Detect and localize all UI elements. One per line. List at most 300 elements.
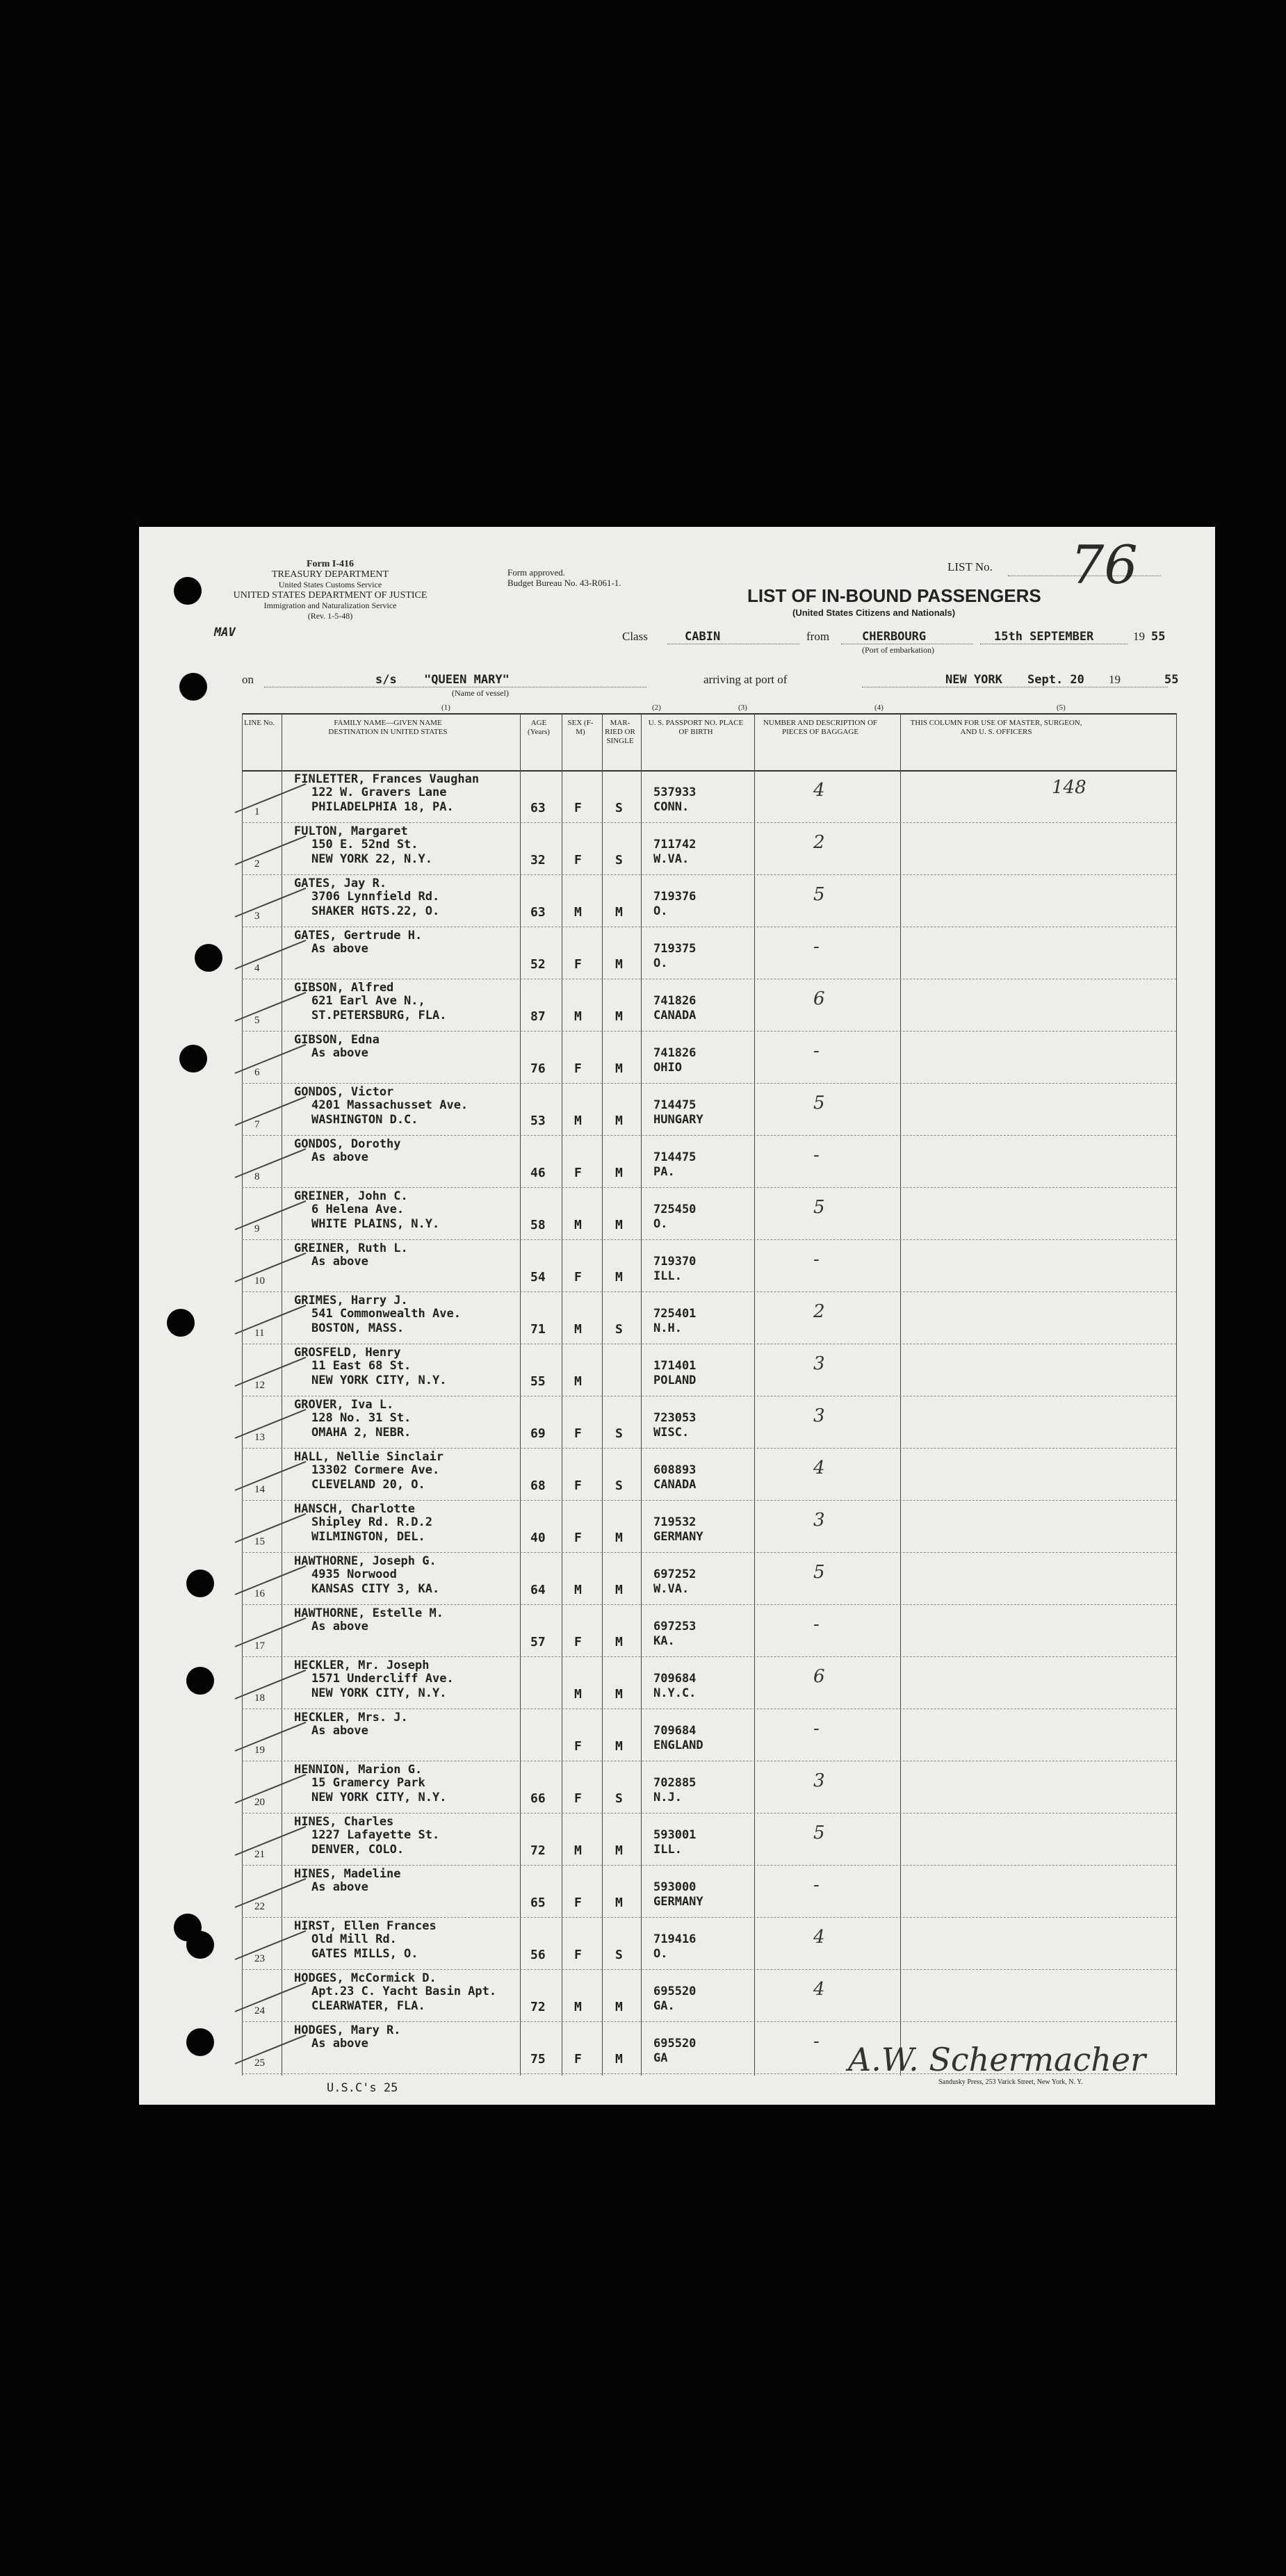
address-line-1: 122 W. Gravers Lane — [311, 785, 447, 799]
marital-status: M — [615, 2000, 623, 2014]
table-row — [242, 1865, 1176, 1918]
checkmark-stroke — [235, 1357, 307, 1387]
passenger-name: HAWTHORNE, Estelle M. — [294, 1606, 443, 1620]
sex-value: M — [574, 1114, 582, 1128]
table-row — [242, 1031, 1176, 1084]
list-number: 76 — [1071, 534, 1138, 596]
table-row — [242, 1604, 1176, 1657]
passport-number: 537933 — [653, 785, 697, 799]
passport-number: 171401 — [653, 1359, 697, 1373]
department: TREASURY DEPARTMENT — [271, 569, 389, 580]
passenger-name: HODGES, McCormick D. — [294, 1971, 437, 1985]
baggage-count: 6 — [813, 988, 825, 1009]
passport-number: 725450 — [653, 1203, 697, 1216]
passport-number: 711742 — [653, 838, 697, 851]
line-number: 4 — [254, 963, 260, 974]
class-label: Class — [622, 630, 648, 643]
place-of-birth: ENGLAND — [653, 1738, 703, 1752]
place-of-birth: GA. — [653, 1999, 675, 2013]
age-value: 32 — [530, 853, 546, 867]
sex-value: M — [574, 1374, 582, 1389]
line-number: 17 — [254, 1640, 265, 1652]
marital-status: M — [615, 1843, 623, 1858]
age-value: 68 — [530, 1478, 546, 1493]
sex-value: F — [574, 1166, 582, 1180]
place-of-birth: PA. — [653, 1165, 675, 1179]
table-header — [242, 713, 1176, 772]
age-value: 63 — [530, 905, 546, 920]
sex-value: F — [574, 2052, 582, 2066]
address-line-1: As above — [311, 1046, 368, 1060]
age-value: 40 — [530, 1531, 546, 1545]
col-officers: THIS COLUMN FOR USE OF MASTER, SURGEON, AND U. S. OFFICERS — [910, 719, 1082, 736]
line-number: 18 — [254, 1693, 265, 1704]
place-of-birth: CONN. — [653, 800, 690, 814]
place-of-birth: CANADA — [653, 1478, 697, 1492]
checkmark-stroke — [235, 1982, 307, 2012]
marital-status: M — [615, 1009, 623, 1024]
checkmark-stroke — [235, 1826, 307, 1856]
col-number-3: (3) — [738, 703, 747, 712]
passenger-name: HINES, Charles — [294, 1815, 394, 1829]
passport-number: 714475 — [653, 1150, 697, 1164]
marital-status: M — [615, 2052, 623, 2066]
from-value: CHERBOURG — [862, 630, 927, 644]
line-number: 13 — [254, 1432, 265, 1443]
place-of-birth: ILL. — [653, 1843, 682, 1857]
checkmark-stroke — [235, 1513, 307, 1543]
passenger-name: GIBSON, Edna — [294, 1033, 380, 1047]
justice-department: UNITED STATES DEPARTMENT OF JUSTICE — [233, 590, 428, 601]
printer-credit: Sandusky Press, 253 Varick Street, New York, N. Y. — [938, 2078, 1083, 2086]
checkmark-stroke — [235, 783, 307, 813]
place-of-birth: O. — [653, 904, 668, 918]
marital-status: M — [615, 1218, 623, 1232]
line-number: 10 — [254, 1275, 265, 1287]
line-number: 20 — [254, 1797, 265, 1808]
place-of-birth: O. — [653, 956, 668, 970]
passenger-name: GATES, Gertrude H. — [294, 929, 423, 943]
place-of-birth: WISC. — [653, 1426, 690, 1440]
sex-value: M — [574, 1322, 582, 1337]
line-number: 2 — [254, 858, 260, 870]
table-row — [242, 822, 1176, 875]
punch-hole — [174, 577, 202, 605]
address-line-1: As above — [311, 942, 368, 956]
baggage-count: - — [813, 1614, 820, 1635]
vessel-note: (Name of vessel) — [452, 688, 509, 698]
baggage-count: 5 — [813, 1823, 825, 1843]
age-value: 53 — [530, 1114, 546, 1128]
baggage-count: 3 — [813, 1510, 825, 1531]
marital-status: M — [615, 1270, 623, 1285]
punch-hole — [186, 2028, 214, 2056]
baggage-count: 4 — [813, 780, 825, 801]
address-line-2: NEW YORK 22, N.Y. — [311, 852, 432, 866]
passport-number: 725401 — [653, 1307, 697, 1321]
address-line-1: As above — [311, 1724, 368, 1738]
marital-status: S — [615, 1478, 623, 1493]
class-value: CABIN — [685, 630, 721, 644]
place-of-birth: W.VA. — [653, 1582, 690, 1596]
passport-number: 709684 — [653, 1724, 697, 1738]
address-line-2: WILMINGTON, DEL. — [311, 1530, 425, 1544]
address-line-1: Shipley Rd. R.D.2 — [311, 1515, 432, 1529]
address-line-1: 128 No. 31 St. — [311, 1411, 412, 1425]
sex-value: M — [574, 1218, 582, 1232]
checkmark-stroke — [235, 1409, 307, 1439]
address-line-1: As above — [311, 1255, 368, 1269]
place-of-birth: GA — [653, 2051, 668, 2065]
checkmark-stroke — [235, 1722, 307, 1752]
line-number: 24 — [254, 2005, 265, 2016]
sex-value: F — [574, 1739, 582, 1754]
sex-value: F — [574, 957, 582, 972]
ship-prefix: s/s — [375, 673, 397, 687]
table-row — [242, 874, 1176, 927]
age-value: 54 — [530, 1270, 546, 1285]
sex-value: F — [574, 1061, 582, 1076]
col-number-5: (5) — [1057, 703, 1066, 712]
checkmark-stroke — [235, 1253, 307, 1282]
table-row — [242, 1813, 1176, 1866]
sex-value: F — [574, 1426, 582, 1441]
officer-note: 148 — [1052, 777, 1086, 798]
baggage-count: 3 — [813, 1353, 825, 1374]
address-line-2: NEW YORK CITY, N.Y. — [311, 1373, 447, 1387]
sex-value: M — [574, 1583, 582, 1597]
baggage-count: - — [813, 1718, 820, 1739]
address-line-1: As above — [311, 1880, 368, 1894]
address-line-2: KANSAS CITY 3, KA. — [311, 1582, 440, 1596]
sex-value: F — [574, 1478, 582, 1493]
line-number: 5 — [254, 1015, 260, 1026]
passenger-name: GREINER, John C. — [294, 1189, 408, 1203]
address-line-1: 150 E. 52nd St. — [311, 838, 418, 851]
checkmark-stroke — [235, 1044, 307, 1074]
checkmark-stroke — [235, 1878, 307, 1908]
punch-hole — [167, 1309, 195, 1337]
age-value: 56 — [530, 1948, 546, 1962]
address-line-1: 4935 Norwood — [311, 1567, 397, 1581]
checkmark-stroke — [235, 940, 307, 970]
col-name: FAMILY NAME—GIVEN NAME DESTINATION IN UNITED STATES — [328, 719, 448, 736]
table-row — [242, 1761, 1176, 1813]
passenger-name: HALL, Nellie Sinclair — [294, 1450, 443, 1464]
arrival-date: Sept. 20 — [1027, 673, 1084, 687]
marital-status: M — [615, 957, 623, 972]
place-of-birth: CANADA — [653, 1009, 697, 1022]
marital-status: S — [615, 853, 623, 867]
table-row — [242, 1709, 1176, 1761]
sex-value: M — [574, 905, 582, 920]
table-row — [242, 927, 1176, 979]
baggage-count: - — [813, 936, 820, 957]
age-value: 71 — [530, 1322, 546, 1337]
baggage-count: - — [813, 1145, 820, 1166]
col-passport: U. S. PASSPORT NO. PLACE OF BIRTH — [648, 719, 744, 736]
age-value: 76 — [530, 1061, 546, 1076]
place-of-birth: KA. — [653, 1634, 675, 1648]
address-line-2: WHITE PLAINS, N.Y. — [311, 1217, 440, 1231]
baggage-count: 3 — [813, 1770, 825, 1791]
sex-value: F — [574, 1635, 582, 1649]
marital-status: M — [615, 1531, 623, 1545]
passenger-name: FINLETTER, Frances Vaughan — [294, 772, 480, 786]
agency-block — [229, 559, 431, 621]
punch-hole — [195, 944, 222, 972]
manifest-sheet — [139, 527, 1215, 2105]
baggage-count: 4 — [813, 1927, 825, 1948]
table-row — [242, 1187, 1176, 1240]
marital-status: M — [615, 905, 623, 920]
address-line-1: 13302 Cormere Ave. — [311, 1463, 440, 1477]
baggage-count: - — [813, 1249, 820, 1270]
line-number: 15 — [254, 1536, 265, 1547]
line-number: 11 — [254, 1328, 265, 1339]
age-value: 72 — [530, 2000, 546, 2014]
passport-number: 608893 — [653, 1463, 697, 1477]
checkmark-stroke — [235, 1096, 307, 1126]
arrival-year: 55 — [1164, 673, 1179, 687]
marital-status: S — [615, 1322, 623, 1337]
sex-value: M — [574, 1687, 582, 1702]
line-number: 12 — [254, 1380, 265, 1391]
form-subtitle: (United States Citizens and Nationals) — [792, 608, 956, 618]
passport-number: 697252 — [653, 1567, 697, 1581]
baggage-count: 5 — [813, 1562, 825, 1583]
marital-status: M — [615, 1896, 623, 1910]
passport-number: 593001 — [653, 1828, 697, 1842]
passport-number: 741826 — [653, 1046, 697, 1060]
year-value: 55 — [1151, 630, 1166, 644]
line-number: 21 — [254, 1849, 265, 1860]
checkmark-stroke — [235, 835, 307, 865]
sex-value: F — [574, 1896, 582, 1910]
baggage-count: 5 — [813, 1093, 825, 1114]
address-line-2: NEW YORK CITY, N.Y. — [311, 1686, 447, 1700]
line-number: 23 — [254, 1953, 265, 1964]
baggage-count: - — [813, 2031, 820, 2052]
address-line-1: 541 Commonwealth Ave. — [311, 1307, 461, 1321]
form-approved: Form approved. — [507, 567, 566, 578]
checkmark-stroke — [235, 1461, 307, 1491]
table-row — [242, 1500, 1176, 1553]
age-value: 66 — [530, 1791, 546, 1806]
checkmark-stroke — [235, 1617, 307, 1647]
checkmark-stroke — [235, 1565, 307, 1595]
punch-hole — [186, 1931, 214, 1959]
sex-value: F — [574, 1948, 582, 1962]
address-line-1: Old Mill Rd. — [311, 1932, 397, 1946]
passport-number: 719416 — [653, 1932, 697, 1946]
year-prefix: 19 — [1133, 630, 1145, 643]
marital-status: M — [615, 1687, 623, 1702]
arriving-label: arriving at port of — [703, 673, 788, 686]
marital-status: M — [615, 1061, 623, 1076]
passenger-name: HECKLER, Mrs. J. — [294, 1711, 408, 1725]
passport-number: 741826 — [653, 994, 697, 1008]
age-value: 46 — [530, 1166, 546, 1180]
address-line-1: As above — [311, 1620, 368, 1633]
table-row — [242, 1291, 1176, 1344]
age-value: 87 — [530, 1009, 546, 1024]
ins-service: Immigration and Naturalization Service — [263, 601, 397, 610]
col-sex: SEX (F-M) — [567, 719, 594, 736]
table-row — [242, 1083, 1176, 1136]
passport-number: 723053 — [653, 1411, 697, 1425]
marital-status: S — [615, 1791, 623, 1806]
marital-status: M — [615, 1739, 623, 1754]
passport-number: 709684 — [653, 1672, 697, 1686]
col-baggage: NUMBER AND DESCRIPTION OF PIECES OF BAGGAGE — [763, 719, 878, 736]
usc-count: U.S.C's 25 — [327, 2081, 398, 2095]
address-line-1: 4201 Massachusset Ave. — [311, 1098, 469, 1112]
marital-status: S — [615, 1948, 623, 1962]
table-row — [242, 979, 1176, 1032]
passport-number: 719375 — [653, 942, 697, 956]
baggage-count: 4 — [813, 1458, 825, 1478]
place-of-birth: N.J. — [653, 1791, 682, 1804]
passport-number: 719532 — [653, 1515, 697, 1529]
departure-date: 15th SEPTEMBER — [994, 630, 1094, 644]
sex-value: F — [574, 853, 582, 867]
port-embarkation-note: (Port of embarkation) — [862, 645, 934, 655]
col-married: MAR-RIED OR SINGLE — [605, 719, 635, 745]
address-line-1: As above — [311, 1150, 368, 1164]
age-value: 65 — [530, 1896, 546, 1910]
address-line-2: BOSTON, MASS. — [311, 1321, 405, 1335]
age-value: 69 — [530, 1426, 546, 1441]
ship-name: "QUEEN MARY" — [424, 673, 510, 687]
line-number: 16 — [254, 1588, 265, 1599]
place-of-birth: GERMANY — [653, 1530, 703, 1544]
line-number: 6 — [254, 1067, 260, 1078]
marital-status: M — [615, 1635, 623, 1649]
passenger-name: GIBSON, Alfred — [294, 981, 394, 995]
officer-signature: A.W. Schermacher — [848, 2041, 1146, 2078]
form-number: Form I-416 — [306, 559, 355, 569]
checkmark-stroke — [235, 2035, 307, 2064]
age-value: 55 — [530, 1374, 546, 1389]
passport-number: 719370 — [653, 1255, 697, 1269]
passenger-name: GATES, Jay R. — [294, 877, 387, 890]
passport-number: 702885 — [653, 1776, 697, 1790]
age-value: 58 — [530, 1218, 546, 1232]
place-of-birth: GERMANY — [653, 1895, 703, 1909]
place-of-birth: POLAND — [653, 1373, 697, 1387]
punch-hole — [186, 1570, 214, 1597]
line-number: 22 — [254, 1901, 265, 1912]
marital-status: S — [615, 801, 623, 815]
address-line-1: 11 East 68 St. — [311, 1359, 412, 1373]
sex-value: F — [574, 1270, 582, 1285]
table-row — [242, 1552, 1176, 1605]
col-divider — [1176, 713, 1177, 2076]
passenger-name: HENNION, Marion G. — [294, 1763, 423, 1777]
address-line-1: 15 Gramercy Park — [311, 1776, 425, 1790]
address-line-2: GATES MILLS, O. — [311, 1947, 418, 1961]
baggage-count: 5 — [813, 1197, 825, 1218]
customs-service: United States Customs Service — [278, 580, 382, 589]
place-of-birth: N.Y.C. — [653, 1686, 697, 1700]
baggage-count: - — [813, 1041, 820, 1061]
passport-number: 719376 — [653, 890, 697, 904]
address-line-2: NEW YORK CITY, N.Y. — [311, 1791, 447, 1804]
table-row — [242, 1917, 1176, 1970]
punch-hole — [179, 1045, 207, 1073]
passenger-name: HECKLER, Mr. Joseph — [294, 1658, 430, 1672]
form-title: LIST OF IN-BOUND PASSENGERS — [747, 585, 1041, 606]
line-number: 8 — [254, 1171, 260, 1182]
table-row — [242, 1135, 1176, 1188]
passport-number: 695520 — [653, 1984, 697, 1998]
address-line-2: DENVER, COLO. — [311, 1843, 405, 1857]
table-row — [242, 1396, 1176, 1449]
marital-status: M — [615, 1114, 623, 1128]
punch-hole — [179, 673, 207, 701]
passenger-name: FULTON, Margaret — [294, 824, 408, 838]
checkmark-stroke — [235, 888, 307, 918]
baggage-count: 6 — [813, 1666, 825, 1687]
address-line-2: WASHINGTON D.C. — [311, 1113, 418, 1127]
baggage-count: 5 — [813, 884, 825, 905]
marital-status: M — [615, 1166, 623, 1180]
checkmark-stroke — [235, 992, 307, 1022]
passport-number: 714475 — [653, 1098, 697, 1112]
age-value: 63 — [530, 801, 546, 815]
baggage-count: 2 — [813, 1301, 825, 1322]
sex-value: M — [574, 1009, 582, 1024]
passenger-name: HINES, Madeline — [294, 1867, 401, 1881]
line-number: 14 — [254, 1484, 265, 1495]
passenger-name: HANSCH, Charlotte — [294, 1502, 415, 1516]
address-line-2: CLEVELAND 20, O. — [311, 1478, 425, 1492]
baggage-count: 2 — [813, 832, 825, 853]
address-line-2: SHAKER HGTS.22, O. — [311, 904, 440, 918]
col-line: LINE No. — [244, 719, 275, 727]
passenger-name: GREINER, Ruth L. — [294, 1241, 408, 1255]
passport-number: 695520 — [653, 2037, 697, 2051]
place-of-birth: ILL. — [653, 1269, 682, 1283]
arrival-year-prefix: 19 — [1109, 673, 1121, 686]
on-label: on — [242, 673, 254, 686]
table-row — [242, 1448, 1176, 1501]
table-row — [242, 1239, 1176, 1292]
age-value: 75 — [530, 2052, 546, 2066]
sex-value: F — [574, 801, 582, 815]
form-revision: (Rev. 1-5-48) — [307, 611, 353, 621]
address-line-1: Apt.23 C. Yacht Basin Apt. — [311, 1984, 497, 1998]
line-number: 3 — [254, 911, 260, 922]
from-label: from — [806, 630, 830, 643]
sex-value: M — [574, 2000, 582, 2014]
passenger-name: HAWTHORNE, Joseph G. — [294, 1554, 437, 1568]
address-line-2: ST.PETERSBURG, FLA. — [311, 1009, 447, 1022]
baggage-count: 4 — [813, 1979, 825, 2000]
arrival-port: NEW YORK — [945, 673, 1002, 687]
place-of-birth: OHIO — [653, 1061, 682, 1075]
line-number: 19 — [254, 1745, 265, 1756]
baggage-count: - — [813, 1875, 820, 1896]
col-age: AGE (Years) — [528, 719, 550, 736]
passenger-name: GRIMES, Harry J. — [294, 1294, 408, 1307]
list-no-label: LIST No. — [947, 560, 993, 573]
passport-number: 593000 — [653, 1880, 697, 1894]
place-of-birth: W.VA. — [653, 852, 690, 866]
place-of-birth: HUNGARY — [653, 1113, 703, 1127]
sex-value: M — [574, 1843, 582, 1858]
